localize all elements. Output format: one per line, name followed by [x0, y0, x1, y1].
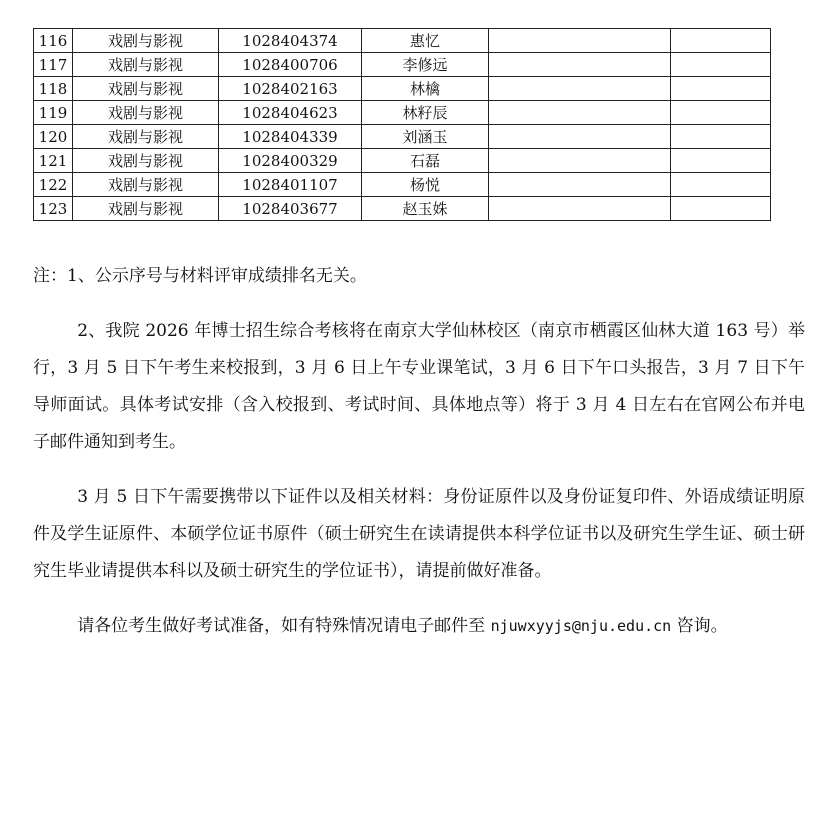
cell-id: 1028404339 [219, 125, 362, 149]
roster-body [34, 29, 771, 221]
table-row [34, 125, 771, 149]
note-2: 2、我院 2026 年博士招生综合考核将在南京大学仙林校区（南京市栖霞区仙林大道 163 号）举行，3 月 5 日下午考生来校报到，3 月 6 日上午专业课笔试，3 月 6 日下午口头报告，3 月 7 日下午导师面试。具体考试安排（含入校报到、考试时间、具体地点等）将于 3 月 4 日左右在官网公布并电子邮件通知到考生。 [33, 321, 805, 452]
cell-id: 1028401107 [219, 173, 362, 197]
cell-id: 1028402163 [219, 77, 362, 101]
table-row [34, 101, 771, 125]
cell-id: 1028404374 [219, 29, 362, 53]
cell-empty [489, 101, 671, 125]
note-1: 注：1、公示序号与材料评审成绩排名无关。 [33, 266, 367, 286]
cell-empty [489, 173, 671, 197]
cell-empty [489, 125, 671, 149]
cell-empty [671, 101, 771, 125]
cell-no: 122 [34, 173, 73, 197]
cell-empty [671, 77, 771, 101]
table-row [34, 149, 771, 173]
cell-empty [489, 149, 671, 173]
cell-major: 戏剧与影视 [73, 173, 219, 197]
cell-empty [671, 53, 771, 77]
cell-empty [671, 197, 771, 221]
cell-name: 林檎 [362, 77, 489, 101]
notes-section [33, 258, 805, 663]
cell-major: 戏剧与影视 [73, 101, 219, 125]
table-row [34, 173, 771, 197]
cell-major: 戏剧与影视 [73, 149, 219, 173]
cell-id: 1028404623 [219, 101, 362, 125]
cell-no: 120 [34, 125, 73, 149]
cell-name: 赵玉姝 [362, 197, 489, 221]
cell-name: 石磊 [362, 149, 489, 173]
cell-empty [489, 53, 671, 77]
cell-major: 戏剧与影视 [73, 29, 219, 53]
cell-name: 林籽辰 [362, 101, 489, 125]
note-4-tail: 咨询。 [671, 616, 728, 636]
note-4-text: 请各位考生做好考试准备，如有特殊情况请电子邮件至 [77, 616, 491, 636]
cell-no: 116 [34, 29, 73, 53]
note-3: 3 月 5 日下午需要携带以下证件以及相关材料：身份证原件以及身份证复印件、外语成绩证明原件及学生证原件、本硕学位证书原件（硕士研究生在读请提供本科学位证书以及研究生学生证、硕士研究生毕业请提供本科以及硕士研究生的学位证书），请提前做好准备。 [33, 487, 805, 581]
cell-id: 1028403677 [219, 197, 362, 221]
cell-name: 刘涵玉 [362, 125, 489, 149]
cell-major: 戏剧与影视 [73, 53, 219, 77]
cell-empty [671, 29, 771, 53]
table-row [34, 77, 771, 101]
table-row [34, 29, 771, 53]
cell-name: 李修远 [362, 53, 489, 77]
cell-empty [671, 173, 771, 197]
cell-no: 119 [34, 101, 73, 125]
cell-id: 1028400706 [219, 53, 362, 77]
cell-empty [489, 29, 671, 53]
cell-name: 杨悦 [362, 173, 489, 197]
cell-empty [489, 77, 671, 101]
cell-no: 117 [34, 53, 73, 77]
cell-major: 戏剧与影视 [73, 125, 219, 149]
cell-empty [671, 149, 771, 173]
table-row [34, 53, 771, 77]
cell-major: 戏剧与影视 [73, 197, 219, 221]
cell-empty [489, 197, 671, 221]
cell-major: 戏剧与影视 [73, 77, 219, 101]
cell-no: 123 [34, 197, 73, 221]
cell-empty [671, 125, 771, 149]
contact-email-link[interactable]: njuwxyyjs@nju.edu.cn [490, 617, 672, 635]
cell-no: 118 [34, 77, 73, 101]
cell-id: 1028400329 [219, 149, 362, 173]
cell-name: 惠忆 [362, 29, 489, 53]
table-row [34, 197, 771, 221]
note-4 [33, 608, 805, 645]
cell-no: 121 [34, 149, 73, 173]
roster-table [33, 28, 771, 221]
